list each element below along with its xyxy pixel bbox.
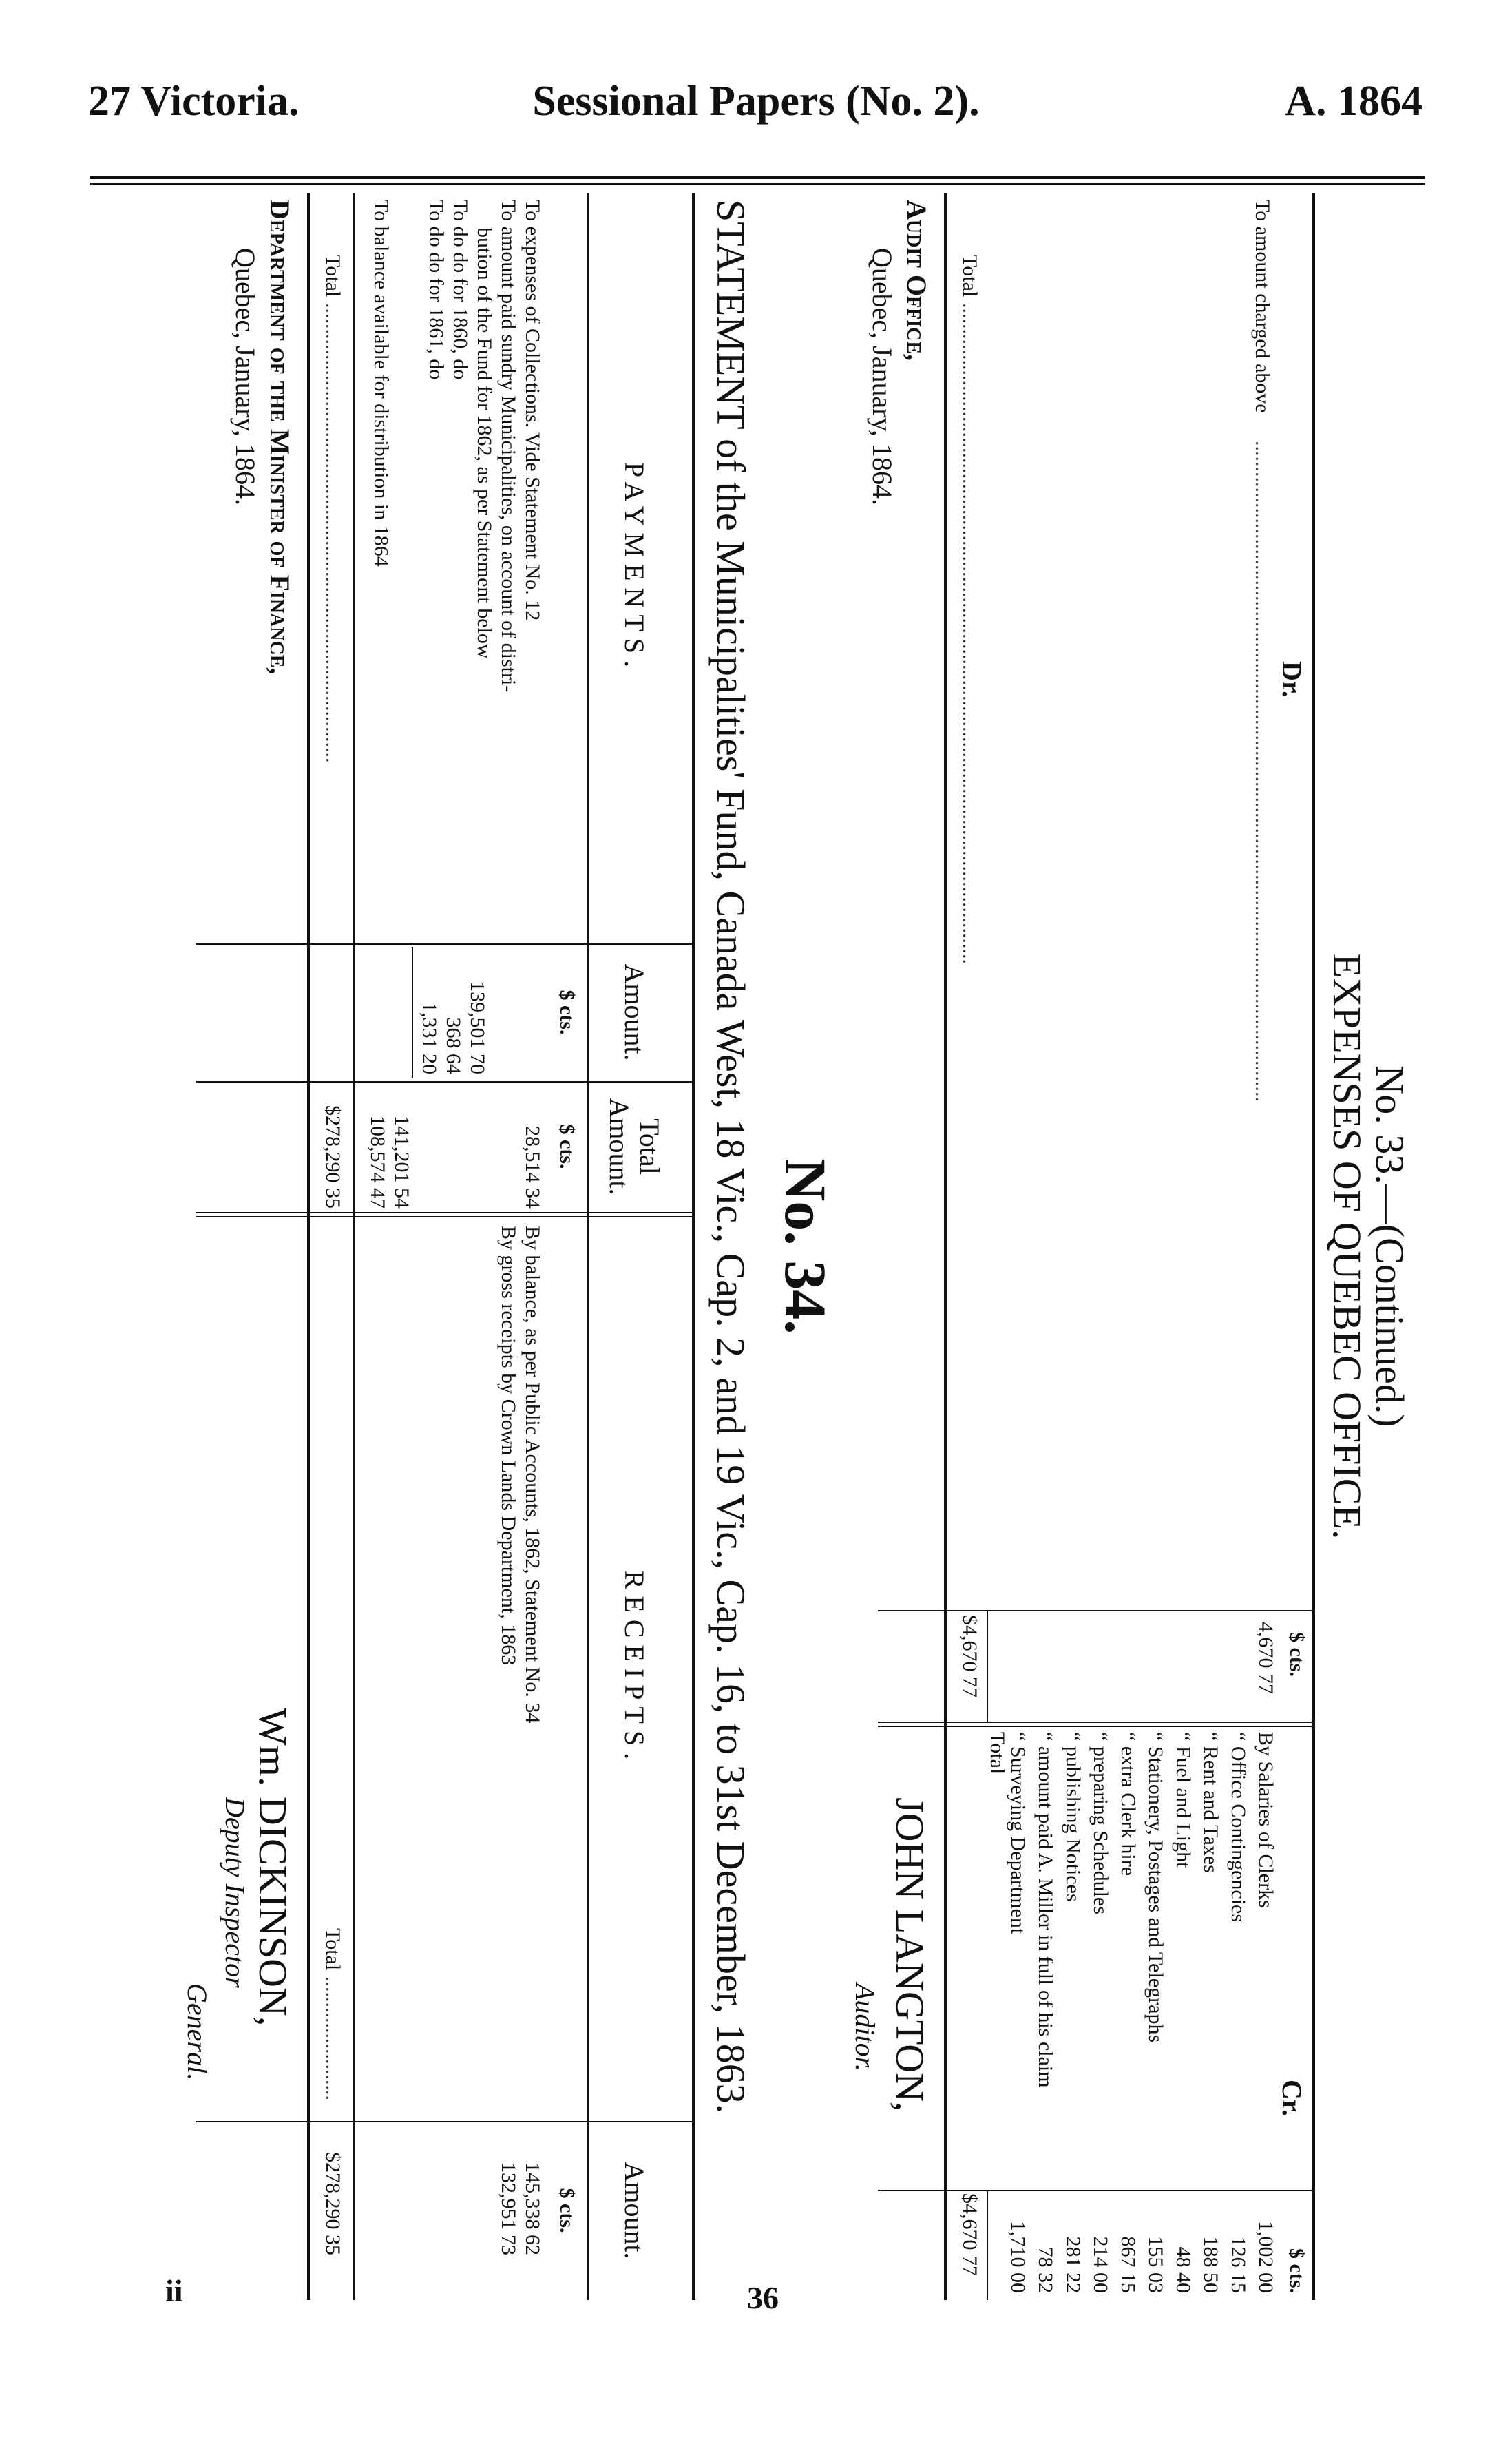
cr-item-label: “ Stationery, Postages and Telegraphs (1144, 1732, 1167, 2043)
dept-line-2: Quebec, January, 1864. (230, 248, 261, 505)
payments-header: PAYMENTS. (619, 461, 650, 675)
payment-line: To balance available for distribution in 1864 (370, 200, 392, 567)
no33-mid-rule-2 (878, 1726, 1312, 1727)
cr-item-label: “ publishing Notices (1062, 1732, 1084, 1902)
header-rule (90, 176, 1425, 179)
payments-total: $278,290 35 (322, 1105, 344, 1209)
no33-dr-label: Dr. (1277, 661, 1308, 698)
payment-amount: 368 64 (442, 1017, 465, 1074)
no33-title: No. 33.—(Continued.) (1367, 1065, 1412, 1428)
signer-title-1: Deputy Inspector (220, 1797, 251, 1988)
payment-line: To expenses of Collections. Vide Statement No. 12 (521, 200, 544, 621)
cr-item-label: “ Fuel and Light (1172, 1732, 1195, 1868)
cr-item-label: “ amount paid A. Miller in full of his claim (1034, 1732, 1057, 2088)
no33-bottom-rule (944, 193, 947, 2300)
header-rule-thin (90, 183, 1425, 185)
no33-dr-dots: ................................................................................................................................ (1251, 441, 1274, 1102)
no33-dr-total: $4,670 77 (958, 1615, 981, 1697)
cr-item-amount: 214 00 (1089, 2236, 1112, 2293)
payments-currency: $ cts. (556, 990, 578, 1035)
payment-total: 108,574 47 (366, 1116, 389, 1209)
auditor-title: Auditor. (850, 1983, 881, 2071)
receipts-amount-header: Amount. (619, 2162, 650, 2259)
payment-amount: 139,501 70 (466, 981, 489, 1074)
no34-mid-rule-2 (196, 1216, 692, 1217)
no33-dr-total-label: Total (958, 255, 981, 297)
cr-item-amount: 188 50 (1199, 2236, 1222, 2293)
no34-statement: STATEMENT of the Municipalities' Fund, Canada West, 18 Vic., Cap. 2, and 19 Vic., Cap. 16, to 31st December, 1863. (708, 200, 753, 2114)
no34-mid-rule (196, 1212, 692, 1213)
cr-item-label: “ extra Clerk hire (1117, 1732, 1140, 1877)
receipt-amount: 132,951 73 (497, 2162, 520, 2255)
no33-dr-total-rule (987, 1610, 988, 1722)
no33-cr-label: Cr. (1277, 2080, 1308, 2116)
no33-top-rule (1312, 193, 1315, 2300)
cr-item-label: By Salaries of Clerks (1254, 1732, 1277, 1908)
payment-total: 141,201 54 (390, 1116, 413, 1209)
no34-bottom-rule (307, 193, 310, 2300)
no34-title: No. 34. (773, 1158, 839, 1335)
no33-dr-col-rule (878, 1610, 1312, 1611)
cr-item-amount: 281 22 (1062, 2236, 1084, 2293)
auditor-name: JOHN LANGTON, (888, 1797, 932, 2112)
cr-item-label: “ Surveying Department (1007, 1732, 1029, 1934)
no33-dr-amount: 4,670 77 (1254, 1622, 1277, 1694)
payment-line: To do do for 1860, do (449, 200, 472, 380)
payments-amount-header: Amount. (619, 963, 650, 1061)
payments-total-currency: $ cts. (556, 1124, 578, 1169)
no33-subtitle: EXPENSES OF QUEBEC OFFICE. (1325, 953, 1369, 1540)
payments-total-amount-header: Total Amount. (604, 1098, 665, 1195)
payment-line: To amount paid sundry Municipalities, on account of distri- (497, 200, 520, 693)
cr-item-label: “ Office Contingencies (1227, 1732, 1250, 1923)
no33-dr-currency: $ cts. (1285, 1632, 1308, 1677)
running-header-volume: 27 Victoria. (88, 78, 300, 125)
rotated-page-content: No. 33.—(Continued.) EXPENSES OF QUEBEC OFFICE. Dr. $ cts. To amount charged above ................................................................................................................................ 4,670 77 Cr. By Salaries of Clerks “ Office Contingencies “ Rent and Taxes “ Fuel and Light “ Stationery, Postages and Telegraphs “ extra Clerk hire “ preparing Schedules “ publishing Notices “ amount paid A. Miller in full of his claim “ Surveying Department $ cts. 1,002 00 126 15 188 50 48 40 155 03 867 15 214 00 281 22 78 32 1,710 00 Total ................................................................................................................................ $4,670 77 Total $4,670 77 Audit Office, Quebec, January, 1864. JOHN LANGTON, Auditor. No. 34. STATEMENT of the Municipalities' Fund, Canada West, 18 Vic., Cap. 2, and 19 Vic., Cap. 16, to 31st December, 1863. PAYMENTS. Amount. Total Amount. RECEIPTS. Amount. $ cts. $ cts. $ cts. To expenses of Collections. Vide Statement No. 12 To amount paid sundry Municipalities, on account of distri- bution of the Fund for 1862, as per Statement below To do do for 1860, do To do do for 1861, do To balance available for distribution in 1864 139,501 70 368 64 1,331 20 28,514 34 141,201 54 108,574 47 By balance, as per Public Accounts, 1862, Statement No. 34 By gross receipts by Crown Lands Department, 1863 145,338 62 132,951 73 Total ......................................................................................... $278,290 35 Total ........................ $278,290 35 Department of the Minister of Finance, Quebec, January, 1864. Wm. DICKINSON, Deputy Inspector General. (90, 193, 1425, 2300)
cr-item-amount: 126 15 (1227, 2236, 1250, 2293)
receipt-amount: 145,338 62 (521, 2162, 544, 2255)
cr-item-label: “ Rent and Taxes (1199, 1732, 1222, 1873)
receipts-header: RECEIPTS. (619, 1570, 650, 1767)
payment-total: 28,514 34 (521, 1126, 544, 1209)
receipts-total: $278,290 35 (322, 2152, 344, 2255)
cr-item-amount: 867 15 (1117, 2236, 1140, 2293)
no33-mid-rule (878, 1722, 1312, 1723)
no33-dr-line: To amount charged above (1251, 200, 1274, 413)
cr-item-amount: 1,710 00 (1007, 2221, 1029, 2293)
payment-line: To do do for 1861, do (425, 200, 448, 380)
audit-office: Audit Office, (901, 200, 932, 362)
cr-item-amount: 1,002 00 (1254, 2221, 1277, 2293)
receipt-line: By balance, as per Public Accounts, 1862, Statement No. 34 (521, 1226, 544, 1724)
no34-total-rule (353, 193, 355, 2300)
cr-item-amount: 78 32 (1034, 2246, 1057, 2293)
cr-item-label: “ preparing Schedules (1089, 1732, 1112, 1914)
audit-place: Quebec, January, 1864. (867, 248, 898, 505)
no34-col-rule-receipt-amount (196, 2121, 692, 2122)
signer-name: Wm. DICKINSON, (251, 1708, 295, 2027)
no34-header-rule (587, 193, 589, 2300)
no34-top-rule (692, 193, 695, 2300)
no33-cr-total-rule (987, 2190, 988, 2300)
margin-label: ii (165, 2273, 183, 2308)
no34-col-rule-amount (196, 943, 692, 945)
cr-item-amount: 155 03 (1144, 2236, 1167, 2293)
payment-amount: 1,331 20 (418, 1002, 441, 1074)
no33-cr-total-label: Total (986, 1732, 1009, 1775)
dept-line-1: Department of the Minister of Finance, (264, 200, 295, 675)
no33-cr-total: $4,670 77 (958, 2193, 981, 2276)
signer-title-2: General. (182, 1983, 213, 2081)
receipts-currency: $ cts. (556, 2188, 578, 2233)
receipts-total-label: Total (322, 1928, 344, 1971)
payment-subtotal-rule (412, 947, 413, 1078)
running-header-year: A. 1864 (1285, 78, 1422, 125)
receipt-line: By gross receipts by Crown Lands Department, 1863 (497, 1226, 520, 1666)
page-number: 36 (747, 2280, 779, 2315)
no33-cr-currency: $ cts. (1285, 2248, 1308, 2293)
cr-item-amount: 48 40 (1172, 2246, 1195, 2293)
no33-cr-col-rule (878, 2190, 1312, 2191)
payment-line: bution of the Fund for 1862, as per Statement below (473, 227, 496, 659)
payments-total-label: Total (322, 255, 344, 297)
running-header-title: Sessional Papers (No. 2). (532, 78, 980, 125)
